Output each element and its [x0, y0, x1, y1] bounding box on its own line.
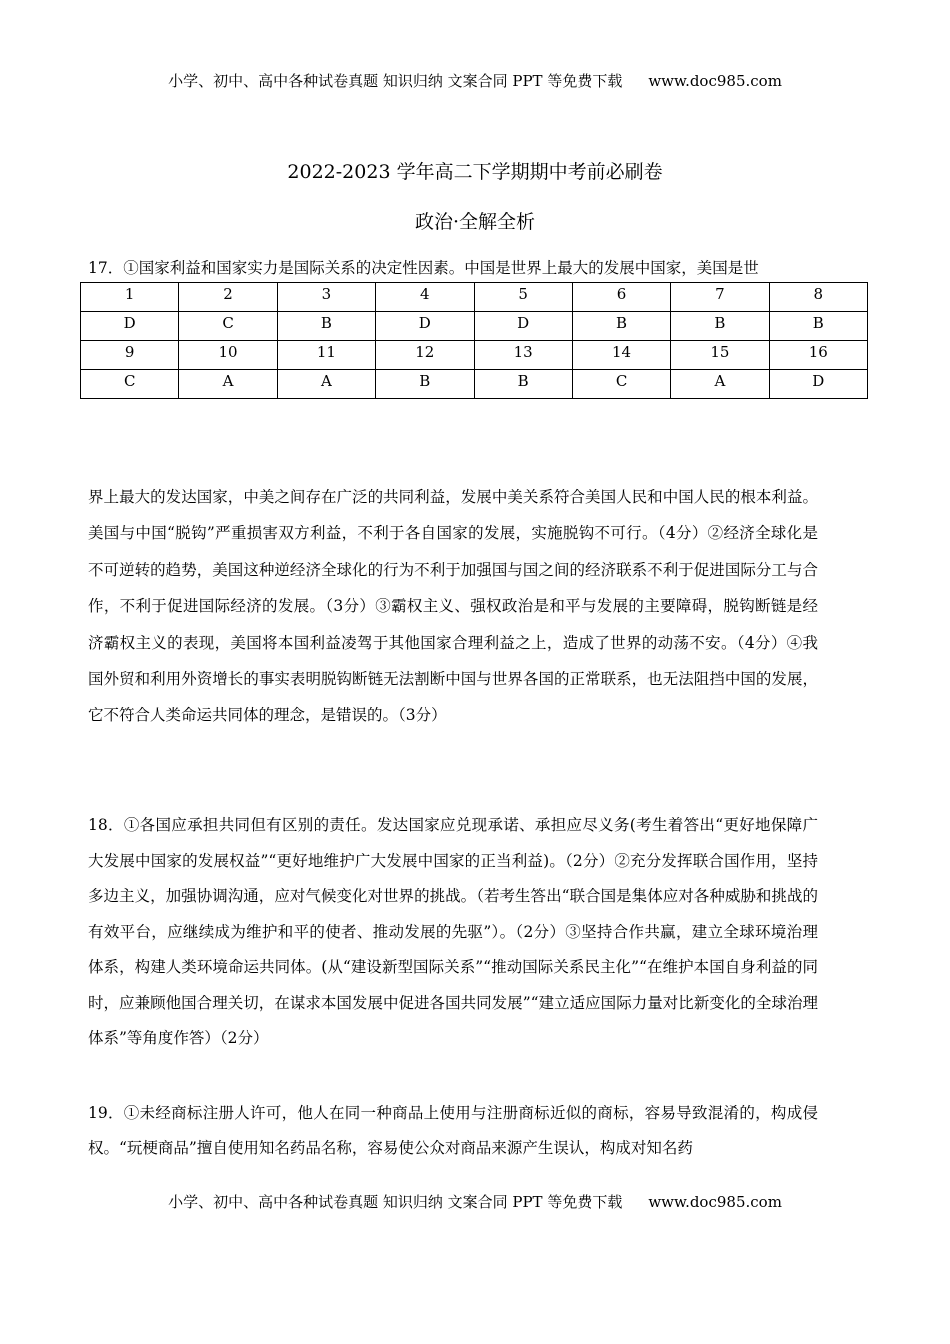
table-cell: A	[671, 370, 769, 399]
table-cell: D	[81, 312, 179, 341]
table-cell: B	[376, 370, 474, 399]
table-cell: 6	[572, 283, 670, 312]
table-cell: 16	[769, 341, 867, 370]
footer-text: 小学、初中、高中各种试卷真题 知识归纳 文案合同 PPT 等免费下载	[168, 1193, 623, 1211]
document-subtitle: 政治·全解全析	[414, 211, 536, 233]
header-text: 小学、初中、高中各种试卷真题 知识归纳 文案合同 PPT 等免费下载	[168, 72, 623, 90]
table-cell: 10	[179, 341, 277, 370]
table-cell: 8	[769, 283, 867, 312]
table-cell: 11	[277, 341, 375, 370]
table-cell: 5	[474, 283, 572, 312]
table-cell: B	[769, 312, 867, 341]
table-cell: D	[376, 312, 474, 341]
table-row	[81, 370, 868, 399]
table-cell: A	[277, 370, 375, 399]
table-cell: D	[769, 370, 867, 399]
table-cell: C	[179, 312, 277, 341]
table-cell: C	[572, 370, 670, 399]
header-url: www.doc985.com	[648, 72, 782, 90]
table-cell: 7	[671, 283, 769, 312]
table-row	[81, 312, 868, 341]
table-cell: B	[572, 312, 670, 341]
footer-url: www.doc985.com	[648, 1193, 782, 1211]
table-cell: 14	[572, 341, 670, 370]
page-footer	[0, 1191, 950, 1212]
table-cell: 15	[671, 341, 769, 370]
page-header	[0, 70, 950, 91]
table-cell: B	[277, 312, 375, 341]
table-cell: 3	[277, 283, 375, 312]
table-cell: C	[81, 370, 179, 399]
table-cell: 12	[376, 341, 474, 370]
table-row	[81, 283, 868, 312]
document-title: 2022-2023 学年高二下学期期中考前必刷卷	[287, 161, 663, 183]
question-19-answer: 19．①未经商标注册人许可，他人在同一种商品上使用与注册商标近似的商标，容易导致混淆的，构成侵权。“玩梗商品”擅自使用知名药品名称，容易使公众对商品来源产生误认，构成对知名药	[88, 1104, 818, 1157]
question-17-answer: 界上最大的发达国家，中美之间存在广泛的共同利益，发展中美关系符合美国人民和中国人民的根本利益。美国与中国“脱钩”严重损害双方利益，不利于各自国家的发展，实施脱钩不可行。（4分）②经济全球化是不可逆转的趋势，美国这种逆经济全球化的行为不利于加强国与国之间的经济联系不利于促进国际分工与合作，不利于促进国际经济的发展。（3分）③霸权主义、强权政治是和平与发展的主要障碍，脱钩断链是经济霸权主义的表现，美国将本国利益凌驾于其他国家合理利益之上，造成了世界的动荡不安。（4分）④我国外贸和利用外资增长的事实表明脱钩断链无法割断中国与世界各国的正常联系，也无法阻挡中国的发展，它不符合人类命运共同体的理念，是错误的。（3分）	[88, 488, 818, 725]
table-cell: B	[671, 312, 769, 341]
table-cell: 9	[81, 341, 179, 370]
question-17-first-line: 17．①国家利益和国家实力是国际关系的决定性因素。中国是世界上最大的发展中国家，美国是世	[88, 259, 759, 277]
question-18-answer: 18．①各国应承担共同但有区别的责任。发达国家应兑现承诺、承担应尽义务(考生着答出“更好地保障广大发展中国家的发展权益”“更好地维护广大发展中国家的正当利益)。（2分）②充分发挥联合国作用，坚持多边主义，加强协调沟通，应对气候变化对世界的挑战。（若考生答出“联合国是集体应对各种威胁和挑战的有效平台，应继续成为维护和平的使者、推动发展的先驱”）。（2分）③坚持合作共赢，建立全球环境治理体系，构建人类环境命运共同体。(从“建设新型国际关系”“推动国际关系民主化”“在维护本国自身利益的同时，应兼顾他国合理关切，在谋求本国发展中促进各国共同发展”“建立适应国际力量对比新变化的全球治理体系”等角度作答）（2分）	[88, 816, 818, 1047]
table-row	[81, 341, 868, 370]
table-cell: D	[474, 312, 572, 341]
table-cell: 13	[474, 341, 572, 370]
table-cell: 1	[81, 283, 179, 312]
table-cell: B	[474, 370, 572, 399]
table-cell: A	[179, 370, 277, 399]
answer-table	[80, 282, 868, 399]
table-cell: 4	[376, 283, 474, 312]
table-cell: 2	[179, 283, 277, 312]
